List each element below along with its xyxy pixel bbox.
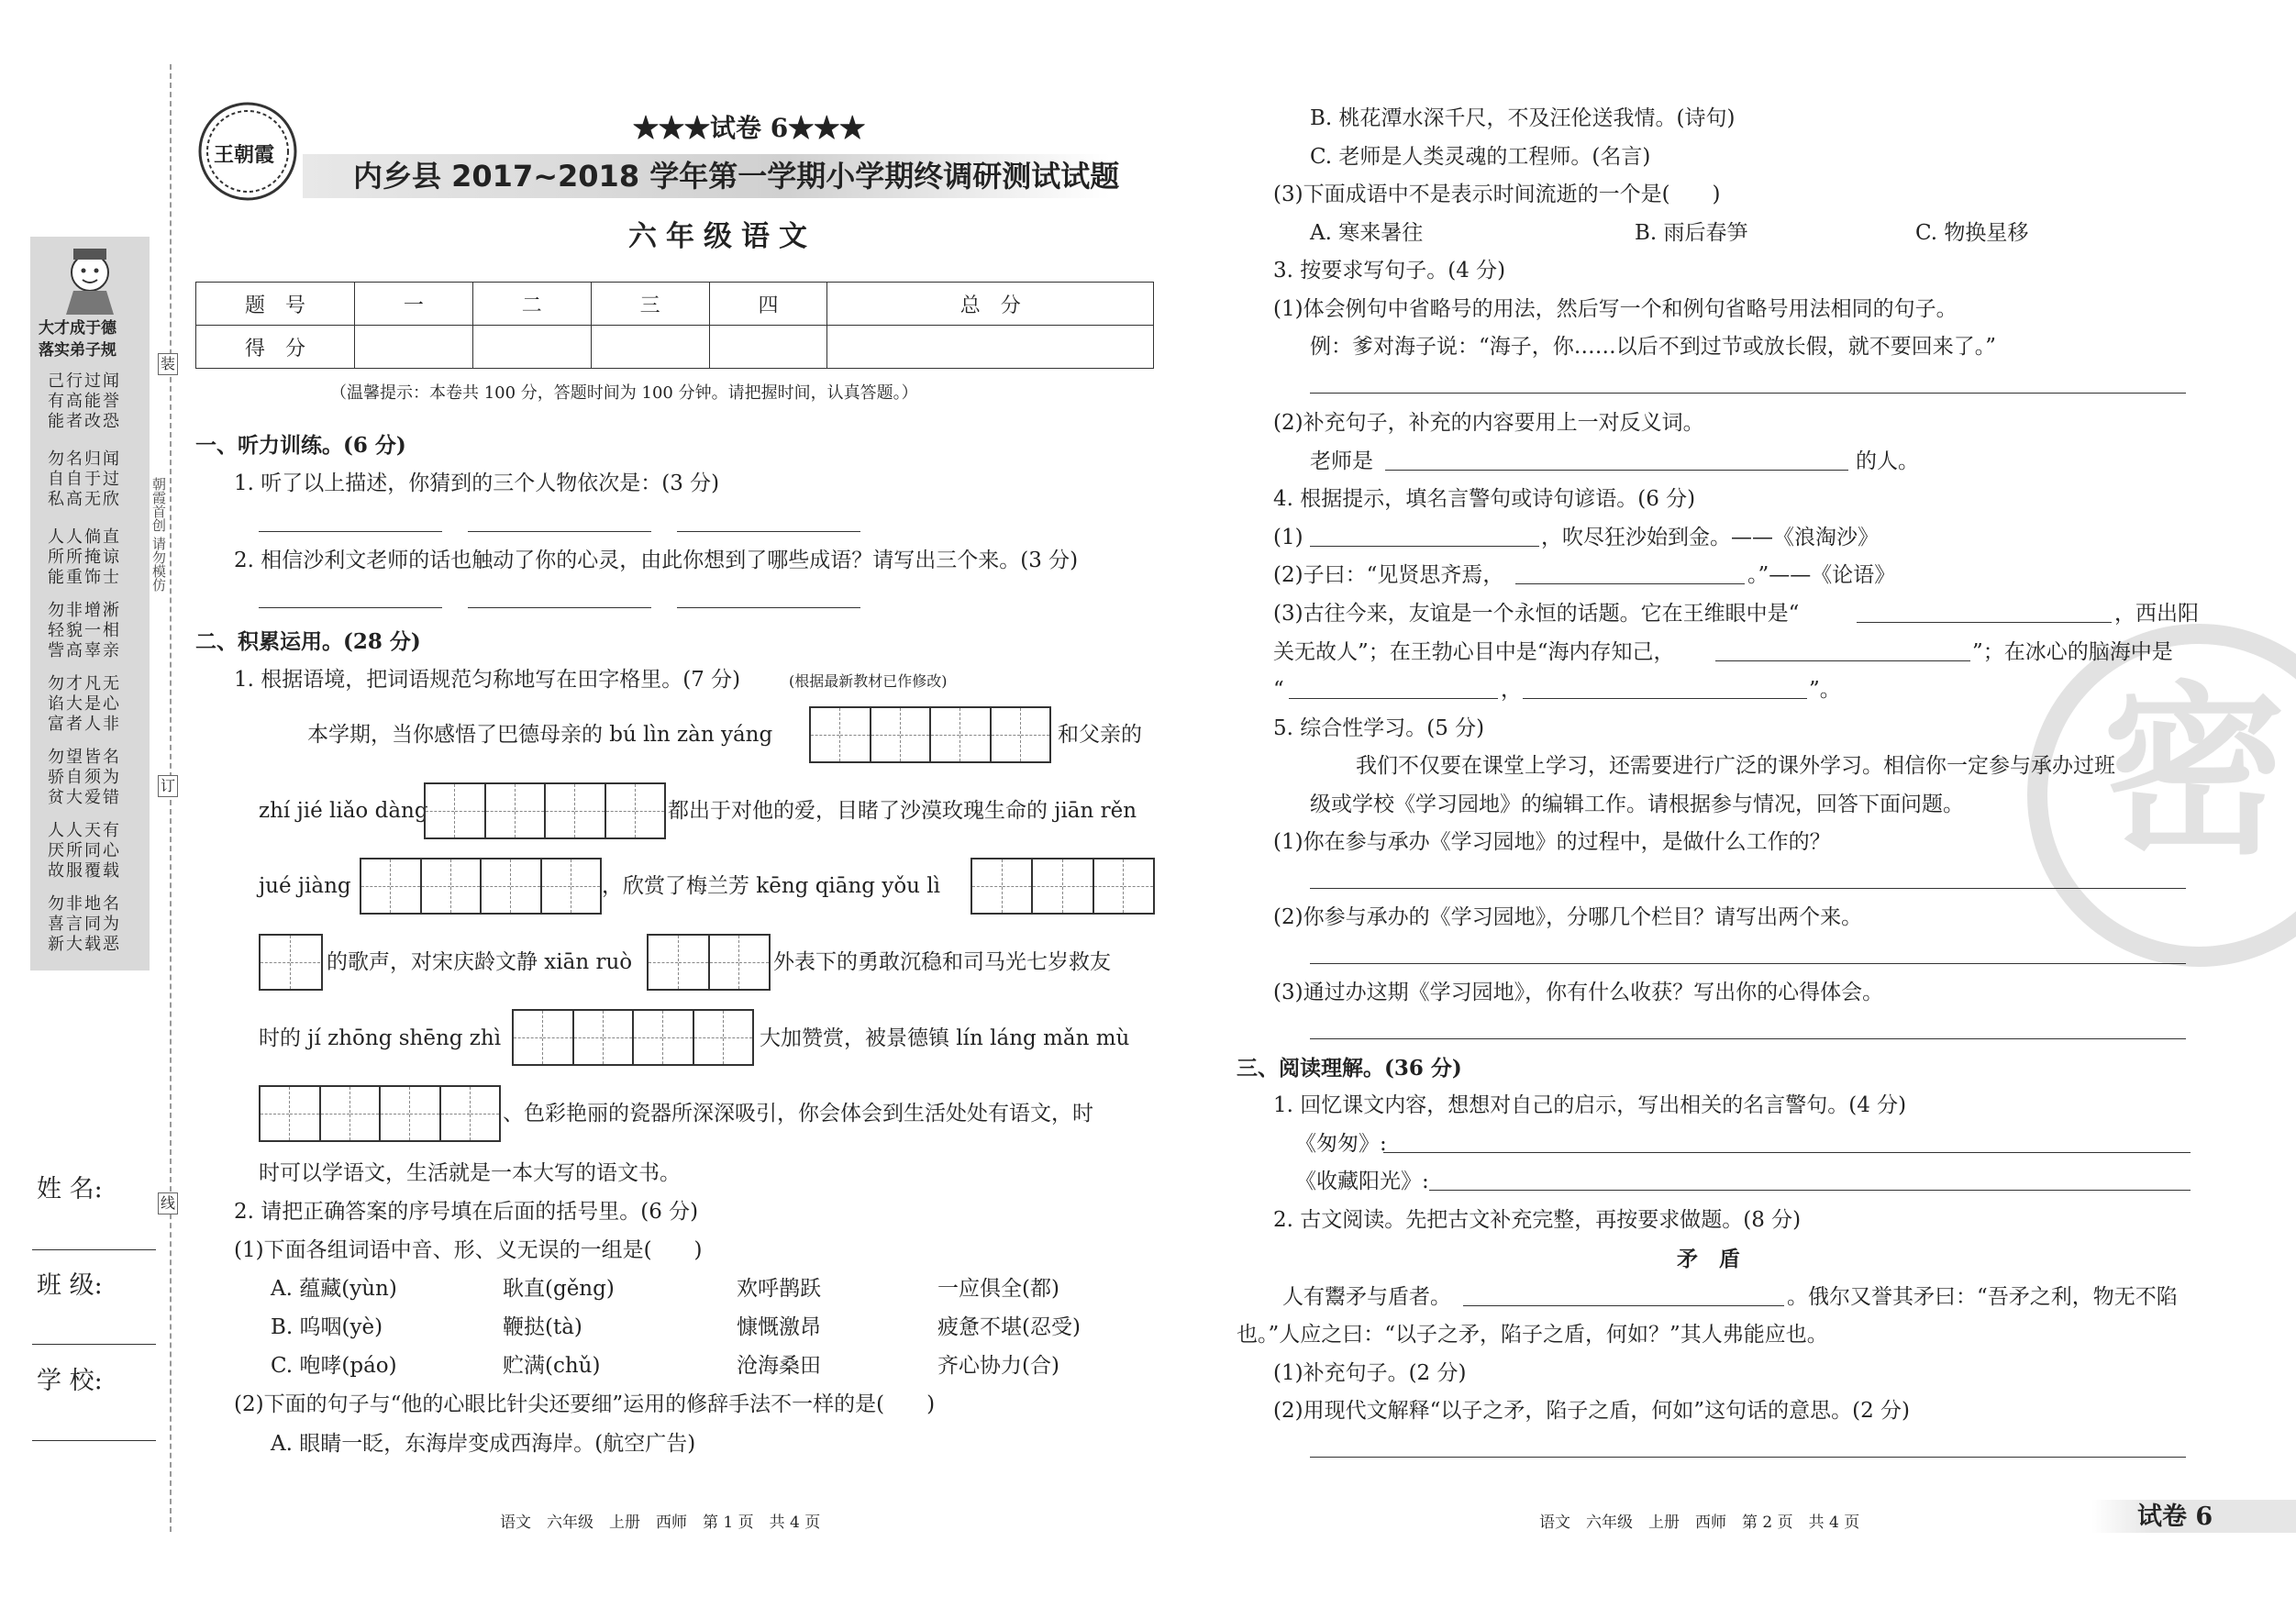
score-cell[interactable]: [472, 326, 591, 369]
answer-line[interactable]: [1383, 1152, 2191, 1153]
cartoon-caption-2: 落实弟子规: [39, 341, 116, 360]
passage-text: 本学期，当你感悟了巴德母亲的 bú lìn zàn yáng: [307, 723, 773, 747]
poem-title: 矛 盾: [1677, 1247, 1740, 1271]
s2-q2-2: (2)下面的句子与“他的心眼比针尖还要细”运用的修辞手法不一样的是( ): [234, 1392, 936, 1416]
motto-8: 勿非地名 喜言同为 新大载恶: [48, 894, 121, 954]
q3-2-a: 老师是: [1310, 449, 1373, 473]
score-head-cell: 四: [709, 283, 827, 326]
exam-title: 内乡县 2017~2018 学年第一学期小学期终调研测试试题: [353, 159, 1120, 194]
answer-line[interactable]: [1385, 470, 1848, 471]
r-q3-opt-c: C. 物换星移: [1915, 221, 2029, 245]
passage-text: jué jiàng: [259, 874, 351, 898]
answer-line[interactable]: [468, 531, 651, 532]
s2-q2-1: (1)下面各组词语中音、形、义无误的一组是( ): [234, 1238, 703, 1262]
brand-logo: [197, 101, 298, 202]
watermark-seal: [2027, 624, 2296, 967]
answer-line[interactable]: [468, 607, 651, 608]
q4-3-g: ”。: [1809, 678, 1841, 702]
s3-q2-1: (1)补充句子。(2 分): [1273, 1361, 1467, 1385]
binding-mark-zhuang: 装: [158, 353, 178, 375]
q3-1-example: 例：爹对海子说：“海子，你……以后不到过节或放长假，就不要回来了。”: [1310, 335, 1997, 359]
q4-3-f: ，: [1501, 678, 1522, 702]
option-a-2: 耿直(gěng): [503, 1277, 615, 1301]
passage-text: 时的 jí zhōng shēng zhì: [259, 1026, 502, 1050]
subject-title: 六年级语文: [628, 220, 816, 253]
answer-line[interactable]: [1523, 698, 1807, 699]
tianzige-grid[interactable]: [360, 858, 602, 915]
q4-2-b: 。”——《论语》: [1747, 563, 1896, 587]
school-field[interactable]: [32, 1440, 156, 1441]
name-field[interactable]: [32, 1249, 156, 1250]
answer-line[interactable]: [1857, 622, 2112, 623]
series-label: ★★★试卷 6★★★: [633, 113, 866, 143]
section-2-title: 二、积累运用。(28 分): [195, 629, 421, 654]
exam-notice: （温馨提示：本卷共 100 分，答题时间为 100 分钟。请把握时间，认真答题。）: [330, 383, 918, 403]
score-cell[interactable]: [827, 326, 1154, 369]
motto-2: 勿名归闻 自自于过 私高无欣: [48, 449, 121, 509]
q4-3-e: “: [1273, 678, 1284, 702]
tianzige-grid[interactable]: [259, 934, 323, 991]
answer-line[interactable]: [259, 531, 442, 532]
q5-3: (3)通过办这期《学习园地》，你有什么收获？写出你的心得体会。: [1273, 981, 1884, 1004]
s2-q2: 2. 请把正确答案的序号填在后面的括号里。(6 分): [234, 1200, 699, 1224]
q4-3-a: (3)古往今来，友谊是一个永恒的话题。它在王维眼中是“: [1273, 602, 1800, 626]
s2-q1-note: (根据最新教材已作修改): [789, 672, 948, 690]
ancient-text-1a: 人有鬻矛与盾者。: [1282, 1285, 1451, 1309]
q5: 5. 综合性学习。(5 分): [1273, 716, 1485, 740]
page-footer-right: 语文 六年级 上册 西师 第 2 页 共 4 页: [1539, 1514, 1860, 1532]
s3-q1-b: 《收藏阳光》:: [1295, 1170, 1429, 1193]
score-head-cell: 总 分: [827, 283, 1154, 326]
q5-passage-2: 级或学校《学习园地》的编辑工作。请根据参与情况，回答下面问题。: [1310, 793, 1964, 816]
q4-1-b: ，吹尽狂沙始到金。——《浪淘沙》: [1541, 526, 1879, 549]
tianzige-grid[interactable]: [647, 934, 771, 991]
score-head-cell: 题 号: [196, 283, 355, 326]
answer-line[interactable]: [1310, 1038, 2186, 1039]
option-c-2: 贮满(chǔ): [503, 1354, 601, 1378]
cartoon-caption-1: 大才成于德: [39, 319, 116, 338]
ancient-text-2: 也。”人应之曰：“以子之矛，陷子之盾，何如？”其人弗能应也。: [1237, 1323, 1828, 1347]
binding-mark-ding: 订: [158, 775, 178, 797]
option-c-1: C. 咆哮(páo): [271, 1354, 397, 1378]
page-footer-left: 语文 六年级 上册 西师 第 1 页 共 4 页: [500, 1514, 821, 1532]
option-a-4: 一应俱全(都): [937, 1277, 1059, 1301]
s3-q2: 2. 古文阅读。先把古文补充完整，再按要求做题。(8 分): [1273, 1208, 1802, 1232]
answer-line[interactable]: [677, 607, 860, 608]
q3-1: (1)体会例句中省略号的用法，然后写一个和例句省略号用法相同的句子。: [1273, 297, 1958, 321]
score-head-cell: 三: [591, 283, 709, 326]
answer-line[interactable]: [1429, 1190, 2191, 1191]
score-head-cell: 一: [355, 283, 473, 326]
passage-text: 时可以学语文，生活就是一本大写的语文书。: [259, 1161, 681, 1185]
s3-q2-2: (2)用现代文解释“以子之矛，陷子之盾，何如”这句话的意思。(2 分): [1273, 1399, 1910, 1423]
r-q3: (3)下面成语中不是表示时间流逝的一个是( ): [1273, 183, 1721, 206]
answer-line[interactable]: [1310, 1457, 2186, 1458]
option-a-3: 欢呼鹊跃: [737, 1277, 821, 1301]
motto-1: 己行过闻 有高能誉 能者改恐: [48, 372, 121, 431]
r-q3-opt-b: B. 雨后春笋: [1635, 221, 1748, 245]
motto-7: 人人天有 厌所同心 故服覆载: [48, 821, 121, 881]
answer-line[interactable]: [1310, 888, 2186, 889]
answer-line[interactable]: [1463, 1305, 1784, 1306]
score-cell[interactable]: [355, 326, 473, 369]
score-row-label: 得 分: [196, 326, 355, 369]
tianzige-grid[interactable]: [971, 858, 1155, 915]
brand-logo-text: 王朝霞: [214, 143, 275, 167]
answer-line[interactable]: [1310, 546, 1539, 547]
passage-text: 外表下的勇敢沉稳和司马光七岁救友: [773, 950, 1111, 974]
answer-line[interactable]: [1289, 698, 1498, 699]
passage-text: 都出于对他的爱，目睹了沙漠玫瑰生命的 jiān rěn: [668, 799, 1137, 823]
q3: 3. 按要求写句子。(4 分): [1273, 259, 1506, 283]
section-1-title: 一、听力训练。(6 分): [195, 433, 406, 458]
class-field[interactable]: [32, 1344, 156, 1345]
watermark-char: 密: [2102, 664, 2287, 880]
school-label: 学 校:: [37, 1367, 103, 1395]
answer-line[interactable]: [1310, 963, 2186, 964]
option-c-4: 齐心协力(合): [937, 1354, 1059, 1378]
r-option-c: C. 老师是人类灵魂的工程师。(名言): [1310, 145, 1651, 169]
option-b-4: 疲惫不堪(忍受): [937, 1315, 1081, 1339]
s1-q2: 2. 相信沙利文老师的话也触动了你的心灵，由此你想到了哪些成语？请写出三个来。(3 分): [234, 549, 1079, 572]
binding-dash-line: [170, 64, 172, 1532]
q4-1-a: (1): [1273, 526, 1303, 549]
s2-q1: 1. 根据语境，把词语规范匀称地写在田字格里。(7 分): [234, 668, 741, 692]
passage-text: zhí jié liǎo dàng: [259, 799, 428, 823]
copy-warning: 朝霞首创 请勿模仿: [150, 477, 167, 592]
option-b-1: B. 呜咽(yè): [271, 1315, 383, 1339]
option-b-2: 鞭挞(tà): [503, 1315, 582, 1339]
answer-line[interactable]: [259, 607, 442, 608]
q5-passage-1: 我们不仅要在课堂上学习，还需要进行广泛的课外学习。相信你一定参与承办过班: [1356, 754, 2115, 778]
s2-q2-2-a: A. 眼睛一眨，东海岸变成西海岸。(航空广告): [271, 1432, 696, 1456]
option-a-1: A. 蕴藏(yùn): [271, 1277, 397, 1301]
name-label: 姓 名:: [37, 1175, 103, 1203]
passage-text: ，欣赏了梅兰芳 kēng qiāng yǒu lì: [602, 874, 941, 898]
cartoon-avatar: [46, 243, 134, 316]
passage-text: 和父亲的: [1058, 723, 1142, 747]
s3-q1-a: 《匆匆》:: [1295, 1132, 1387, 1156]
corner-tag: 试卷 6: [2137, 1503, 2213, 1531]
answer-line[interactable]: [1310, 393, 2186, 394]
passage-text: 、色彩艳丽的瓷器所深深吸引，你会体会到生活处处有语文，时: [503, 1102, 1093, 1126]
tianzige-grid[interactable]: [809, 706, 1051, 763]
motto-3: 人人倘直 所所掩谅 能重饰士: [48, 527, 121, 587]
score-cell[interactable]: [709, 326, 827, 369]
passage-text: 的歌声，对宋庆龄文静 xiān ruò: [327, 950, 633, 974]
q4-3-b: ，西出阳: [2114, 602, 2199, 626]
q4-2-a: (2)子曰：“见贤思齐焉，: [1273, 563, 1504, 587]
score-head-cell: 二: [472, 283, 591, 326]
option-c-3: 沧海桑田: [737, 1354, 821, 1378]
tianzige-grid[interactable]: [424, 782, 666, 839]
q4: 4. 根据提示，填名言警句或诗句谚语。(6 分): [1273, 487, 1696, 511]
q5-2: (2)你参与承办的《学习园地》，分哪几个栏目？请写出两个来。: [1273, 905, 1863, 929]
s3-q1: 1. 回忆课文内容，想想对自己的启示，写出相关的名言警句。(4 分): [1273, 1093, 1907, 1117]
r-option-b: B. 桃花潭水深千尺，不及汪伦送我情。(诗句): [1310, 106, 1736, 130]
tianzige-grid[interactable]: [259, 1085, 501, 1142]
tianzige-grid[interactable]: [512, 1009, 754, 1066]
answer-line[interactable]: [1715, 660, 1970, 661]
q4-3-d: ”；在冰心的脑海中是: [1972, 640, 2173, 664]
ancient-text-1b: 。俄尔又誉其矛曰：“吾矛之利，物无不陷: [1787, 1285, 2178, 1309]
s1-q1: 1. 听了以上描述，你猜到的三个人物依次是：(3 分): [234, 471, 720, 495]
q4-3-c: 关无故人”；在王勃心目中是“海内存知己，: [1273, 640, 1675, 664]
score-table: [195, 282, 1154, 369]
motto-5: 勿才凡无 谄大是心 富者人非: [48, 674, 121, 734]
section-3-title: 三、阅读理解。(36 分): [1237, 1056, 1462, 1081]
class-label: 班 级:: [37, 1271, 103, 1300]
option-b-3: 慷慨激昂: [737, 1315, 821, 1339]
motto-4: 勿非增淅 轻貌一相 訾高辜亲: [48, 601, 121, 660]
q3-2-b: 的人。: [1856, 449, 1919, 473]
q3-2: (2)补充句子，补充的内容要用上一对反义词。: [1273, 411, 1704, 435]
score-cell[interactable]: [591, 326, 709, 369]
q5-1: (1)你在参与承办《学习园地》的过程中，是做什么工作的？: [1273, 830, 1831, 854]
r-q3-opt-a: A. 寒来暑往: [1310, 221, 1424, 245]
motto-6: 勿望皆名 骄自须为 贫大爱错: [48, 748, 121, 807]
passage-text: 大加赞赏，被景德镇 lín láng mǎn mù: [760, 1026, 1130, 1050]
binding-mark-xian: 线: [158, 1192, 178, 1214]
answer-line[interactable]: [1515, 583, 1745, 584]
answer-line[interactable]: [677, 531, 860, 532]
